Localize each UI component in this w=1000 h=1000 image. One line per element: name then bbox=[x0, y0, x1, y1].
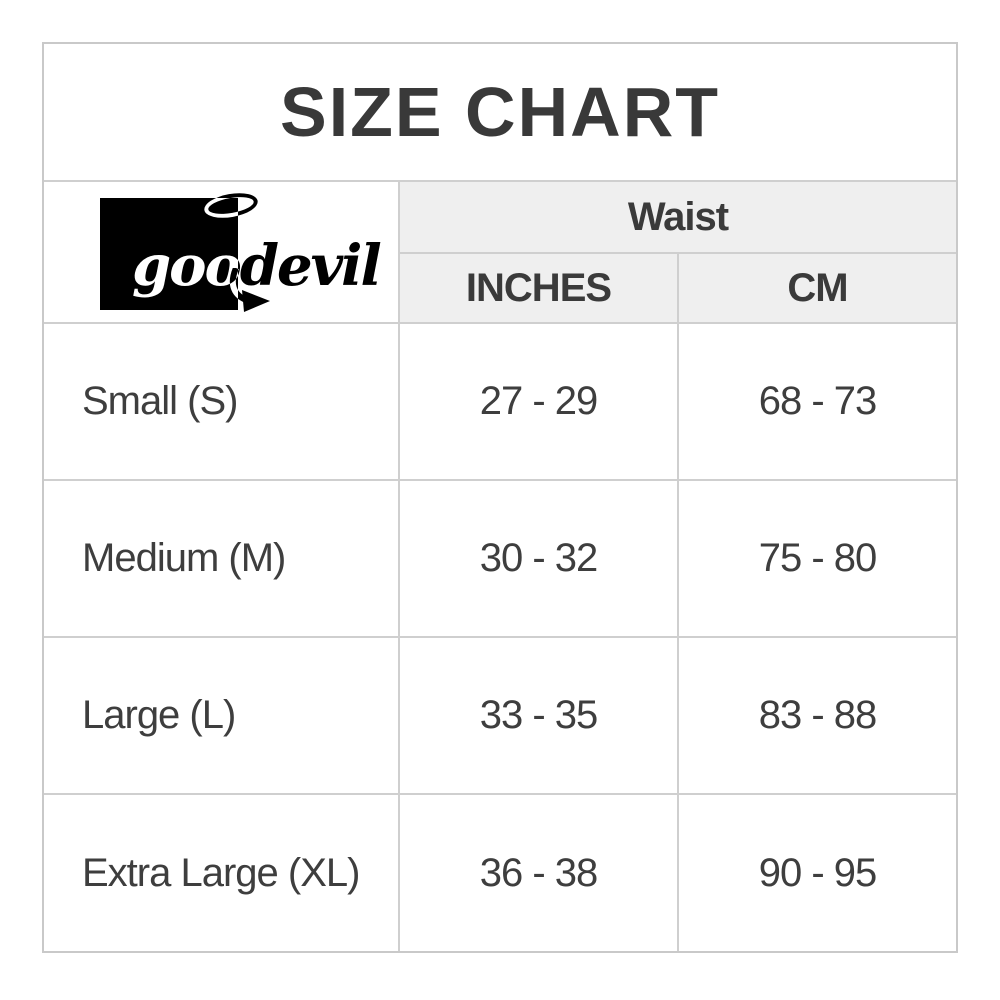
brand-logo bbox=[44, 182, 398, 322]
row-small-cm-value: 68 - 73 bbox=[679, 324, 956, 479]
devil-tail-arrow-icon bbox=[222, 268, 288, 318]
column-header-cm: CM bbox=[679, 254, 956, 322]
row-medium-inches-value: 30 - 32 bbox=[400, 481, 677, 636]
row-xlarge-inches-value: 36 - 38 bbox=[400, 795, 677, 951]
row-medium-cm-value: 75 - 80 bbox=[679, 481, 956, 636]
column-group-header-waist: Waist bbox=[400, 182, 956, 252]
row-large-cm-value: 83 - 88 bbox=[679, 638, 956, 793]
brand-wordmark: goodevil bbox=[132, 233, 380, 299]
page-title: SIZE CHART bbox=[44, 44, 956, 180]
row-medium-size-label: Medium (M) bbox=[44, 481, 398, 636]
row-xlarge-size-label: Extra Large (XL) bbox=[44, 795, 398, 951]
row-small-inches-value: 27 - 29 bbox=[400, 324, 677, 479]
brand-logo-cell bbox=[44, 182, 398, 322]
row-large-inches-value: 33 - 35 bbox=[400, 638, 677, 793]
row-xlarge-cm-value: 90 - 95 bbox=[679, 795, 956, 951]
row-large-size-label: Large (L) bbox=[44, 638, 398, 793]
row-small-size-label: Small (S) bbox=[44, 324, 398, 479]
column-header-inches: INCHES bbox=[400, 254, 677, 322]
size-chart-table bbox=[42, 42, 958, 953]
